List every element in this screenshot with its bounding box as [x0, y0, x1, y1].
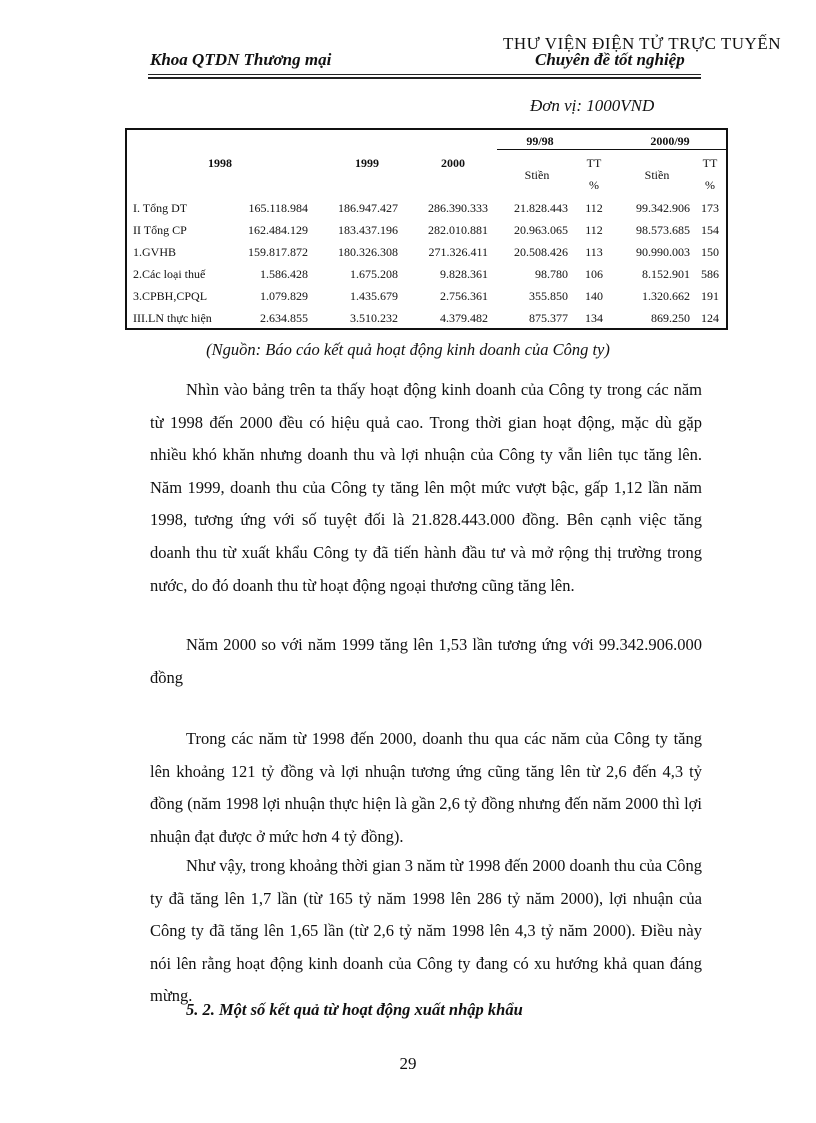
- header-rule: [148, 74, 701, 79]
- cell-stien-2000-99: 99.342.906: [636, 201, 690, 215]
- cell-label: 3.CPBH,CPQL: [133, 289, 208, 303]
- page-number: 29: [399, 1054, 417, 1073]
- cell-label: 1.GVHB: [133, 245, 177, 259]
- cell-tt-2000-99: 154: [701, 223, 719, 237]
- cell-1998: 162.484.129: [248, 223, 308, 237]
- cell-2000: 286.390.333: [428, 201, 488, 215]
- cell-stien-99-98: 21.828.443: [514, 201, 568, 215]
- paragraph-1: [150, 374, 702, 602]
- table-header-tt-99-98: TT: [586, 156, 602, 170]
- cell-tt-2000-99: 586: [701, 267, 719, 281]
- cell-tt-99-98: 113: [585, 245, 603, 259]
- cell-1999: 186.947.427: [338, 201, 398, 215]
- table-header-1999: 1999: [355, 156, 379, 170]
- cell-2000: 271.326.411: [428, 245, 488, 259]
- table-group-rule: [497, 149, 726, 150]
- table-header-tt-2000-99: TT: [702, 156, 718, 170]
- cell-2000: 9.828.361: [440, 267, 488, 281]
- cell-tt-2000-99: 150: [701, 245, 719, 259]
- cell-tt-2000-99: 124: [701, 311, 719, 325]
- cell-label: I. Tổng DT: [133, 201, 188, 215]
- cell-tt-99-98: 112: [585, 201, 603, 215]
- cell-1998: 1.079.829: [260, 289, 308, 303]
- cell-stien-2000-99: 1.320.662: [642, 289, 690, 303]
- cell-2000: 4.379.482: [440, 311, 488, 325]
- cell-stien-99-98: 20.963.065: [514, 223, 568, 237]
- table-header-stien-99-98: Stiền: [524, 168, 550, 182]
- cell-tt-2000-99: 191: [701, 289, 719, 303]
- unit-label: Đơn vị: 1000VND: [530, 96, 655, 115]
- table-header-stien-2000-99: Stiền: [644, 168, 670, 182]
- cell-label: III.LN thực hiện: [133, 311, 212, 325]
- table-header-group-2000-99: 2000/99: [650, 134, 690, 148]
- paragraph-2: [150, 629, 702, 694]
- cell-label: II Tổng CP: [133, 223, 187, 237]
- table-source-caption: (Nguồn: Báo cáo kết quả hoạt động kinh doanh của Công ty): [206, 340, 610, 359]
- table-header-2000: 2000: [441, 156, 465, 170]
- cell-stien-99-98: 875.377: [529, 311, 568, 325]
- cell-stien-2000-99: 98.573.685: [636, 223, 690, 237]
- cell-tt-99-98: 134: [585, 311, 603, 325]
- cell-1999: 1.675.208: [350, 267, 398, 281]
- cell-label: 2.Các loại thuế: [133, 267, 206, 281]
- paragraph-text: Như vậy, trong khoảng thời gian 3 năm từ 1998 đến 2000 doanh thu của Công ty đã tăng lên 1,7 lần (từ 165 tỷ năm 1998 lên 286 tỷ năm 2000), lợi nhuận của Công ty đã tăng lên 1,65 lần (từ 2,6 tỷ năm 1998 lên 4,3 tỷ năm 2000). Điều này nói lên rằng hoạt động kinh doanh của Công ty đang có xu hướng khả quan đáng mừng.: [150, 856, 702, 1006]
- cell-1998: 159.817.872: [248, 245, 308, 259]
- cell-tt-99-98: 140: [585, 289, 603, 303]
- cell-1999: 180.326.308: [338, 245, 398, 259]
- header-right-title: Chuyên đề tốt nghiệp: [535, 50, 685, 69]
- cell-1998: 165.118.984: [248, 201, 308, 215]
- cell-stien-2000-99: 869.250: [651, 311, 690, 325]
- table-header-1998: 1998: [208, 156, 232, 170]
- cell-2000: 2.756.361: [440, 289, 488, 303]
- cell-stien-99-98: 20.508.426: [514, 245, 568, 259]
- cell-stien-2000-99: 90.990.003: [636, 245, 690, 259]
- table-header-group-99-98: 99/98: [526, 134, 554, 148]
- cell-2000: 282.010.881: [428, 223, 488, 237]
- cell-stien-99-98: 355.850: [529, 289, 568, 303]
- paragraph-text: Trong các năm từ 1998 đến 2000, doanh thu qua các năm của Công ty tăng lên khoảng 121 tỷ đồng và lợi nhuận tương ứng cũng tăng lên từ 2,6 đến 4,3 tỷ đồng (năm 1998 lợi nhuận thực hiện là gần 2,6 tỷ đồng nhưng đến năm 2000 thì lợi nhuận đạt được ở mức hơn 4 tỷ đồng).: [150, 729, 702, 846]
- header-left-title: Khoa QTDN Thương mại: [150, 50, 332, 69]
- section-heading: 5. 2. Một số kết quả từ hoạt động xuất nhập khẩu: [186, 1000, 523, 1019]
- cell-stien-2000-99: 8.152.901: [642, 267, 690, 281]
- paragraph-4: [150, 850, 702, 1013]
- cell-stien-99-98: 98.780: [535, 267, 568, 281]
- header-library-watermark: THƯ VIỆN ĐIỆN TỬ TRỰC TUYẾN: [503, 34, 781, 53]
- cell-tt-2000-99: 173: [701, 201, 719, 215]
- cell-1998: 2.634.855: [260, 311, 308, 325]
- paragraph-text: Năm 2000 so với năm 1999 tăng lên 1,53 lần tương ứng với 99.342.906.000 đồng: [150, 635, 702, 687]
- table-header-pct-99-98: %: [589, 178, 599, 192]
- cell-tt-99-98: 112: [585, 223, 603, 237]
- cell-1998: 1.586.428: [260, 267, 308, 281]
- cell-1999: 1.435.679: [350, 289, 398, 303]
- paragraph-3: [150, 723, 702, 853]
- cell-1999: 3.510.232: [350, 311, 398, 325]
- paragraph-text: Nhìn vào bảng trên ta thấy hoạt động kinh doanh của Công ty trong các năm từ 1998 đến 2000 đều có hiệu quả cao. Trong thời gian hoạt động, mặc dù gặp nhiều khó khăn nhưng doanh thu và lợi nhuận của Công ty vẫn liên tục tăng lên. Năm 1999, doanh thu của Công ty tăng lên một mức vượt bậc, gấp 1,12 lần năm 1998, tương ứng với số tuyệt đối là 21.828.443.000 đồng. Bên cạnh việc tăng doanh thu từ xuất khẩu Công ty đã tiến hành đầu tư và mở rộng thị trường trong nước, do đó doanh thu từ hoạt động ngoại thương cũng tăng lên.: [150, 380, 702, 595]
- table-header-pct-2000-99: %: [705, 178, 715, 192]
- cell-tt-99-98: 106: [585, 267, 603, 281]
- cell-1999: 183.437.196: [338, 223, 398, 237]
